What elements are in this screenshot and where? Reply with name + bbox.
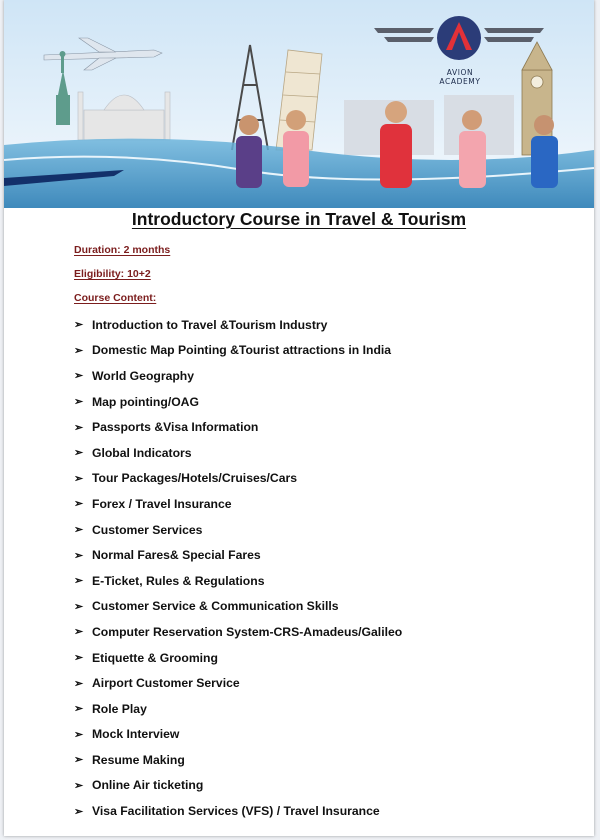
course-item <box>74 798 402 824</box>
course-item-label: Passports &Visa Information <box>92 420 259 435</box>
course-item <box>74 389 402 415</box>
course-item <box>74 542 402 568</box>
course-item <box>74 773 402 799</box>
arrow-bullet-icon: ➢ <box>74 319 84 332</box>
arrow-bullet-icon: ➢ <box>74 421 84 434</box>
course-item <box>74 568 402 594</box>
arrow-bullet-icon: ➢ <box>74 549 84 562</box>
course-item-label: Role Play <box>92 701 147 716</box>
course-item <box>74 440 402 466</box>
course-item <box>74 363 402 389</box>
course-item <box>74 747 402 773</box>
course-item-label: Customer Services <box>92 522 203 537</box>
arrow-bullet-icon: ➢ <box>74 370 84 383</box>
arrow-bullet-icon: ➢ <box>74 805 84 818</box>
course-item-label: Mock Interview <box>92 727 180 742</box>
course-content-list <box>74 312 402 824</box>
course-item-label: Introduction to Travel &Tourism Industry <box>92 317 328 332</box>
course-item-label: E-Ticket, Rules & Regulations <box>92 573 265 588</box>
course-item-label: Global Indicators <box>92 445 192 460</box>
course-item-label: World Geography <box>92 368 195 383</box>
arrow-bullet-icon: ➢ <box>74 524 84 537</box>
course-item-label: Map pointing/OAG <box>92 394 199 409</box>
arrow-bullet-icon: ➢ <box>74 472 84 485</box>
travel-banner-image <box>4 0 594 208</box>
arrow-bullet-icon: ➢ <box>74 728 84 741</box>
course-item <box>74 696 402 722</box>
course-item <box>74 312 402 338</box>
course-item-label: Computer Reservation System-CRS-Amadeus/Galileo <box>92 624 403 639</box>
course-item <box>74 619 402 645</box>
arrow-bullet-icon: ➢ <box>74 652 84 665</box>
course-item <box>74 466 402 492</box>
arrow-bullet-icon: ➢ <box>74 600 84 613</box>
course-item-label: Etiquette & Grooming <box>92 650 218 665</box>
course-item-label: Tour Packages/Hotels/Cruises/Cars <box>92 471 298 486</box>
eligibility-text: Eligibility: 10+2 <box>74 268 151 280</box>
arrow-bullet-icon: ➢ <box>74 575 84 588</box>
arrow-bullet-icon: ➢ <box>74 396 84 409</box>
course-item-label: Customer Service & Communication Skills <box>92 599 339 614</box>
arrow-bullet-icon: ➢ <box>74 344 84 357</box>
course-item-label: Visa Facilitation Services (VFS) / Travel Insurance <box>92 804 380 819</box>
arrow-bullet-icon: ➢ <box>74 626 84 639</box>
course-item-label: Domestic Map Pointing &Tourist attractions in India <box>92 343 392 358</box>
arrow-bullet-icon: ➢ <box>74 779 84 792</box>
arrow-bullet-icon: ➢ <box>74 703 84 716</box>
course-item <box>74 517 402 543</box>
course-item-label: Forex / Travel Insurance <box>92 496 232 511</box>
course-item <box>74 722 402 748</box>
course-item <box>74 670 402 696</box>
course-item <box>74 338 402 364</box>
arrow-bullet-icon: ➢ <box>74 498 84 511</box>
course-item-label: Online Air ticketing <box>92 778 204 793</box>
arrow-bullet-icon: ➢ <box>74 447 84 460</box>
course-item <box>74 491 402 517</box>
duration-text: Duration: 2 months <box>74 244 171 256</box>
arrow-bullet-icon: ➢ <box>74 677 84 690</box>
header-banner <box>4 0 594 208</box>
logo-caption: AVION ACADEMY <box>439 68 481 86</box>
course-item <box>74 594 402 620</box>
course-item-label: Airport Customer Service <box>92 676 240 691</box>
course-item-label: Normal Fares& Special Fares <box>92 548 261 563</box>
course-item <box>74 414 402 440</box>
course-title: Introductory Course in Travel & Tourism <box>131 209 467 229</box>
arrow-bullet-icon: ➢ <box>74 754 84 767</box>
course-item-label: Resume Making <box>92 752 185 767</box>
course-item <box>74 645 402 671</box>
course-content-label: Course Content: <box>74 292 157 304</box>
brochure-page <box>4 0 594 836</box>
